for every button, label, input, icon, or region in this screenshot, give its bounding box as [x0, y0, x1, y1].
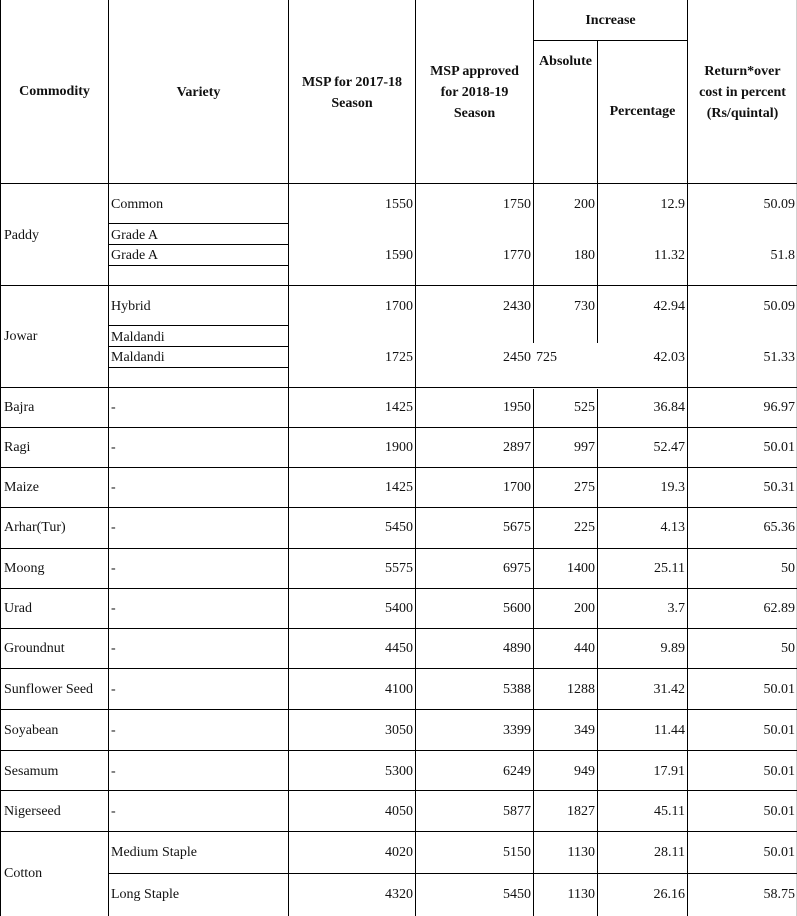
row-commodity: Soyabean: [4, 723, 59, 738]
row-commodity: Groundnut: [4, 641, 65, 656]
jowar-maldandi-percentage: 42.03: [653, 350, 685, 365]
row-msp2017: 4050: [385, 804, 413, 819]
row-commodity: Nigerseed: [4, 804, 61, 819]
row-msp2018: 2897: [503, 440, 531, 455]
hline-jowar-top: [0, 285, 797, 286]
header-msp-2017: [289, 72, 415, 114]
cotton-long-msp2017: 4320: [385, 887, 413, 902]
row-commodity: Bajra: [4, 400, 35, 415]
row-percentage: 9.89: [660, 641, 685, 656]
jowar-hybrid-msp2017: 1700: [385, 299, 413, 314]
hline-increase: [533, 40, 687, 41]
row-msp2017: 1900: [385, 440, 413, 455]
paddy-commodity: Paddy: [4, 228, 39, 243]
header-variety: Variety: [176, 85, 221, 100]
row-msp2018: 5388: [503, 682, 531, 697]
cotton-medium-msp2018: 5150: [503, 845, 531, 860]
row-percentage: 3.7: [667, 601, 685, 616]
header-msp-2018-line3: Season: [453, 106, 496, 121]
row-commodity: Sunflower Seed: [4, 682, 94, 697]
row-absolute: 1400: [567, 561, 595, 576]
cotton-long-variety: Long Staple: [111, 887, 180, 902]
hline-r4: [0, 548, 797, 549]
row-msp2018: 5877: [503, 804, 531, 819]
hline-r8: [0, 709, 797, 710]
row-absolute: 1288: [567, 682, 595, 697]
row-msp2017: 5400: [385, 601, 413, 616]
jowar-maldandi-variety: Maldandi: [111, 350, 165, 365]
row-commodity: Urad: [4, 601, 32, 616]
row-absolute: 200: [574, 601, 595, 616]
row-return: 50.01: [763, 682, 795, 697]
row-percentage: 19.3: [660, 480, 685, 495]
row-percentage: 52.47: [653, 440, 685, 455]
row-percentage: 11.44: [654, 723, 685, 738]
row-msp2018: 1700: [503, 480, 531, 495]
row-absolute: 275: [574, 480, 595, 495]
hline-r7: [0, 668, 797, 669]
hline-header: [0, 183, 797, 184]
hline-r2: [0, 467, 797, 468]
row-variety: -: [111, 723, 116, 738]
paddy-common-percentage: 12.9: [660, 197, 685, 212]
row-absolute: 1827: [567, 804, 595, 819]
row-absolute: 949: [574, 764, 595, 779]
cotton-long-msp2018: 5450: [503, 887, 531, 902]
cotton-long-absolute: 1130: [567, 887, 595, 902]
row-msp2017: 3050: [385, 723, 413, 738]
hline-r6: [0, 628, 797, 629]
row-absolute: 349: [574, 723, 595, 738]
row-return: 50: [781, 561, 795, 576]
header-commodity: Commodity: [19, 84, 90, 99]
header-msp-2018-line2: for 2018-19: [440, 85, 509, 100]
cotton-medium-msp2017: 4020: [385, 845, 413, 860]
header-msp-2017-line1: MSP for 2017-18: [301, 75, 403, 90]
jowar-hybrid-absolute: 730: [574, 299, 595, 314]
paddy-common-return: 50.09: [763, 197, 795, 212]
hline-cotton-mid: [108, 873, 797, 874]
cotton-commodity: Cotton: [4, 866, 43, 881]
header-return-line1: Return*over: [704, 64, 781, 79]
row-msp2017: 4450: [385, 641, 413, 656]
row-commodity: Arhar(Tur): [4, 520, 66, 535]
row-variety: -: [111, 480, 116, 495]
jowar-maldandi-msp2018: 2450: [503, 350, 531, 365]
header-return: [688, 61, 797, 124]
jowar-commodity: Jowar: [4, 329, 38, 344]
row-absolute: 225: [574, 520, 595, 535]
header-return-line2: cost in percent: [699, 85, 786, 100]
row-variety: -: [111, 804, 116, 819]
row-commodity: Sesamum: [4, 764, 59, 779]
row-msp2017: 5450: [385, 520, 413, 535]
row-percentage: 25.11: [654, 561, 685, 576]
row-msp2017: 1425: [385, 480, 413, 495]
row-variety: -: [111, 601, 116, 616]
row-msp2017: 4100: [385, 682, 413, 697]
hline-r0: [0, 387, 797, 388]
row-percentage: 31.42: [653, 682, 685, 697]
paddy-gradea-variety: Grade A: [111, 248, 159, 263]
row-commodity: Maize: [4, 480, 39, 495]
row-commodity: Moong: [4, 561, 45, 576]
row-percentage: 45.11: [654, 804, 685, 819]
cotton-medium-absolute: 1130: [567, 845, 595, 860]
row-commodity: Ragi: [4, 440, 31, 455]
row-msp2018: 6975: [503, 561, 531, 576]
jowar-hybrid-variety: Hybrid: [111, 299, 151, 314]
row-msp2018: 3399: [503, 723, 531, 738]
row-return: 50.01: [763, 723, 795, 738]
row-variety: -: [111, 440, 116, 455]
hline-r10: [0, 790, 797, 791]
row-return: 96.97: [763, 400, 795, 415]
row-return: 65.36: [763, 520, 795, 535]
paddy-gradea-percentage: 11.32: [654, 248, 685, 263]
row-return: 50.01: [763, 764, 795, 779]
jowar-maldandi-variety-top: Maldandi: [111, 330, 165, 345]
hline-paddy-1: [108, 223, 288, 224]
row-variety: -: [111, 641, 116, 656]
row-return: 50.31: [763, 480, 795, 495]
jowar-maldandi-absolute: 725: [536, 350, 557, 365]
row-msp2018: 1950: [503, 400, 531, 415]
row-msp2017: 1425: [385, 400, 413, 415]
paddy-gradea-msp2018: 1770: [503, 248, 531, 263]
row-msp2018: 5675: [503, 520, 531, 535]
row-msp2018: 6249: [503, 764, 531, 779]
row-absolute: 997: [574, 440, 595, 455]
paddy-common-msp2017: 1550: [385, 197, 413, 212]
paddy-common-msp2018: 1750: [503, 197, 531, 212]
header-absolute: Absolute: [539, 54, 592, 69]
hline-r3: [0, 507, 797, 508]
row-return: 50.01: [763, 804, 795, 819]
row-msp2017: 5575: [385, 561, 413, 576]
header-msp-2018-line1: MSP approved: [430, 64, 519, 79]
row-return: 62.89: [763, 601, 795, 616]
hline-cotton-top: [0, 831, 797, 832]
hline-jowar-1: [108, 325, 288, 326]
divider-variety: [108, 0, 109, 916]
jowar-hybrid-percentage: 42.94: [653, 299, 685, 314]
header-increase: Increase: [585, 13, 636, 28]
row-percentage: 4.13: [660, 520, 685, 535]
row-absolute: 440: [574, 641, 595, 656]
row-variety: -: [111, 561, 116, 576]
row-percentage: 36.84: [653, 400, 685, 415]
jowar-hybrid-msp2018: 2430: [503, 299, 531, 314]
row-absolute: 525: [574, 400, 595, 415]
cotton-medium-variety: Medium Staple: [111, 845, 197, 860]
row-variety: -: [111, 682, 116, 697]
jowar-maldandi-return: 51.33: [763, 350, 795, 365]
paddy-gradea-msp2017: 1590: [385, 248, 413, 263]
paddy-common-variety: Common: [111, 197, 164, 212]
jowar-maldandi-msp2017: 1725: [385, 350, 413, 365]
row-variety: -: [111, 764, 116, 779]
header-msp-2018: [416, 61, 533, 124]
row-msp2017: 5300: [385, 764, 413, 779]
row-variety: -: [111, 400, 116, 415]
jowar-hybrid-return: 50.09: [763, 299, 795, 314]
row-variety: -: [111, 520, 116, 535]
header-return-line3: (Rs/quintal): [706, 106, 779, 121]
paddy-gradea-absolute: 180: [574, 248, 595, 263]
cotton-medium-return: 50.01: [763, 845, 795, 860]
row-return: 50.01: [763, 440, 795, 455]
header-percentage: Percentage: [609, 104, 676, 119]
row-msp2018: 4890: [503, 641, 531, 656]
paddy-gradea-variety-top: Grade A: [111, 228, 159, 243]
paddy-gradea-return: 51.8: [770, 248, 795, 263]
hline-r9: [0, 750, 797, 751]
border-left: [0, 0, 1, 916]
cotton-long-return: 58.75: [763, 887, 795, 902]
header-msp-2017-line2: Season: [331, 96, 373, 111]
paddy-common-absolute: 200: [574, 197, 595, 212]
cotton-medium-percentage: 28.11: [654, 845, 685, 860]
hline-r5: [0, 588, 797, 589]
row-return: 50: [781, 641, 795, 656]
row-msp2018: 5600: [503, 601, 531, 616]
cotton-long-percentage: 26.16: [653, 887, 685, 902]
hline-r1: [0, 427, 797, 428]
row-percentage: 17.91: [653, 764, 685, 779]
